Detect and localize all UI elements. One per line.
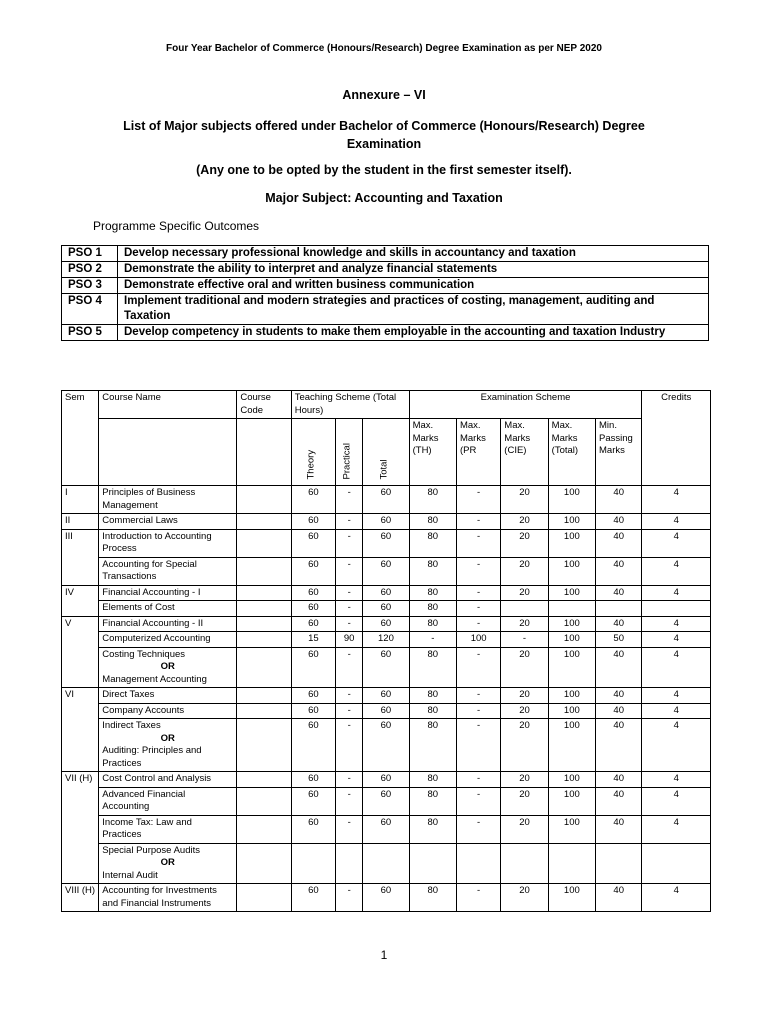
course-name-cell: [99, 557, 237, 585]
mtotal-cell: 100: [548, 557, 595, 585]
cie-cell: [501, 843, 548, 884]
course-name: Indirect Taxes: [102, 720, 161, 731]
total-cell: 60: [363, 585, 409, 601]
pso-code: PSO 3: [62, 278, 118, 294]
page-number: 1: [380, 948, 388, 962]
course-code-cell: [237, 843, 291, 884]
pso-row: [62, 325, 709, 341]
sem-cell: V: [62, 616, 99, 688]
credits-cell: 4: [642, 616, 711, 632]
header-blank: [237, 419, 291, 486]
total-cell: 60: [363, 815, 409, 843]
th-cell: 80: [409, 616, 456, 632]
course-name: Costing Techniques: [102, 648, 186, 660]
practical-cell: -: [336, 514, 363, 530]
course-name: Principles of Business Management: [102, 487, 196, 511]
practical-cell: -: [336, 557, 363, 585]
total-cell: 60: [363, 486, 409, 514]
practical-cell: -: [336, 585, 363, 601]
course-name-cell: [99, 703, 237, 719]
header-max-th: Max. Marks (TH): [409, 419, 456, 486]
th-cell: 80: [409, 514, 456, 530]
th-cell: 80: [409, 486, 456, 514]
course-code-cell: [237, 486, 291, 514]
sem-cell: VII (H): [62, 772, 99, 884]
table-row: [62, 787, 711, 815]
theory-cell: 60: [291, 647, 335, 688]
theory-cell: [291, 843, 335, 884]
sem-cell: II: [62, 514, 99, 530]
mtotal-cell: 100: [548, 787, 595, 815]
theory-cell: 60: [291, 688, 335, 704]
table-row: [62, 486, 711, 514]
course-name: Accounting for Special Transactions: [102, 558, 197, 582]
course-name-cell: [99, 884, 237, 912]
total-cell: 60: [363, 601, 409, 617]
pso-text: Develop necessary professional knowledge and skills in accountancy and taxation: [118, 246, 709, 262]
course-code-cell: [237, 601, 291, 617]
course-name-cell: [99, 616, 237, 632]
course-name: Company Accounts: [102, 704, 185, 716]
table-row: [62, 585, 711, 601]
course-name-cell: [99, 632, 237, 648]
credits-cell: [642, 843, 711, 884]
min-cell: 40: [596, 616, 642, 632]
pr-cell: -: [456, 787, 500, 815]
cie-cell: 20: [501, 585, 548, 601]
practical-cell: -: [336, 815, 363, 843]
table-row: [62, 529, 711, 557]
major-subject: Major Subject: Accounting and Taxation: [265, 191, 503, 205]
course-name: Elements of Cost: [102, 602, 175, 613]
cie-cell: 20: [501, 529, 548, 557]
pr-cell: -: [456, 647, 500, 688]
total-cell: 60: [363, 787, 409, 815]
total-cell: 60: [363, 772, 409, 788]
theory-cell: 60: [291, 884, 335, 912]
or-label: OR: [160, 732, 175, 744]
header-practical: [336, 419, 363, 486]
sem-cell: VI: [62, 688, 99, 772]
pso-heading: Programme Specific Outcomes: [93, 219, 260, 233]
theory-cell: 60: [291, 529, 335, 557]
header-course-name: Course Name: [99, 391, 237, 419]
document-title: List of Major subjects offered under Bachelor of Commerce (Honours/Research) Degree Examination: [123, 119, 645, 151]
cie-cell: 20: [501, 557, 548, 585]
th-cell: 80: [409, 688, 456, 704]
mtotal-cell: 100: [548, 514, 595, 530]
practical-cell: -: [336, 787, 363, 815]
course-name-cell: [99, 529, 237, 557]
header-exam-scheme: Examination Scheme: [409, 391, 642, 419]
mtotal-cell: 100: [548, 529, 595, 557]
pr-cell: -: [456, 719, 500, 772]
pso-code: PSO 5: [62, 325, 118, 341]
course-name: Commercial Laws: [102, 515, 178, 526]
total-cell: 60: [363, 616, 409, 632]
header-credits: Credits: [642, 391, 711, 486]
practical-cell: -: [336, 601, 363, 617]
selection-note: (Any one to be opted by the student in the first semester itself).: [196, 163, 572, 177]
course-name-cell: [99, 688, 237, 704]
mtotal-cell: 100: [548, 719, 595, 772]
course-code-cell: [237, 514, 291, 530]
mtotal-cell: 100: [548, 632, 595, 648]
course-code-cell: [237, 616, 291, 632]
mtotal-cell: [548, 843, 595, 884]
min-cell: 40: [596, 585, 642, 601]
pso-row: [62, 294, 709, 325]
min-cell: 40: [596, 772, 642, 788]
credits-cell: 4: [642, 772, 711, 788]
course-code-cell: [237, 703, 291, 719]
table-row: [62, 632, 711, 648]
min-cell: 40: [596, 557, 642, 585]
th-cell: 80: [409, 585, 456, 601]
th-cell: 80: [409, 703, 456, 719]
course-code-cell: [237, 787, 291, 815]
cie-cell: 20: [501, 486, 548, 514]
cie-cell: [501, 601, 548, 617]
course-code-cell: [237, 688, 291, 704]
table-row: [62, 843, 711, 884]
course-name-alternative: Internal Audit: [102, 869, 158, 881]
header-sem: Sem: [62, 391, 99, 486]
course-code-cell: [237, 632, 291, 648]
th-cell: [409, 843, 456, 884]
mtotal-cell: [548, 601, 595, 617]
or-label: OR: [160, 857, 175, 868]
pso-text: Demonstrate the ability to interpret and analyze financial statements: [118, 262, 709, 278]
credits-cell: [642, 601, 711, 617]
course-name-cell: [99, 772, 237, 788]
pr-cell: -: [456, 772, 500, 788]
cie-cell: 20: [501, 703, 548, 719]
sem-cell: III: [62, 529, 99, 585]
min-cell: [596, 843, 642, 884]
pr-cell: -: [456, 688, 500, 704]
total-cell: 60: [363, 703, 409, 719]
total-cell: 60: [363, 557, 409, 585]
min-cell: 40: [596, 815, 642, 843]
th-cell: 80: [409, 787, 456, 815]
course-name: Introduction to Accounting Process: [102, 530, 212, 554]
th-cell: -: [409, 632, 456, 648]
pr-cell: [456, 843, 500, 884]
cie-cell: 20: [501, 688, 548, 704]
sem-cell: VIII (H): [62, 884, 99, 912]
min-cell: 40: [596, 514, 642, 530]
table-header-row: [62, 391, 711, 419]
table-row: [62, 719, 711, 772]
th-cell: 80: [409, 557, 456, 585]
table-row: [62, 772, 711, 788]
table-subheader-row: [62, 419, 711, 486]
practical-cell: 90: [336, 632, 363, 648]
th-cell: 80: [409, 772, 456, 788]
pr-cell: -: [456, 616, 500, 632]
header-blank: [99, 419, 237, 486]
cie-cell: 20: [501, 719, 548, 772]
pso-code: PSO 1: [62, 246, 118, 262]
header-course-code: Course Code: [237, 391, 291, 419]
theory-cell: 60: [291, 772, 335, 788]
total-cell: 60: [363, 719, 409, 772]
cie-cell: -: [501, 632, 548, 648]
course-name-cell: [99, 719, 237, 772]
sem-cell: IV: [62, 585, 99, 616]
mtotal-cell: 100: [548, 772, 595, 788]
credits-cell: 4: [642, 884, 711, 912]
header-theory-label: Theory: [305, 449, 317, 479]
or-label: OR: [160, 661, 175, 672]
mtotal-cell: 100: [548, 688, 595, 704]
cie-cell: 20: [501, 772, 548, 788]
course-code-cell: [237, 647, 291, 688]
header-teaching-scheme: Teaching Scheme (Total Hours): [291, 391, 409, 419]
mtotal-cell: 100: [548, 486, 595, 514]
course-code-cell: [237, 719, 291, 772]
th-cell: 80: [409, 529, 456, 557]
min-cell: 40: [596, 529, 642, 557]
practical-cell: [336, 843, 363, 884]
pso-table: [61, 245, 709, 341]
course-name-cell: [99, 514, 237, 530]
pso-code: PSO 4: [62, 294, 118, 325]
credits-cell: 4: [642, 632, 711, 648]
credits-cell: 4: [642, 514, 711, 530]
pso-text: Implement traditional and modern strategies and practices of costing, management, auditing and Taxation: [118, 294, 709, 325]
course-name-cell: [99, 585, 237, 601]
pr-cell: -: [456, 486, 500, 514]
min-cell: 40: [596, 703, 642, 719]
table-row: [62, 884, 711, 912]
course-name-cell: [99, 787, 237, 815]
th-cell: 80: [409, 719, 456, 772]
course-name: Financial Accounting - II: [102, 617, 204, 629]
min-cell: 40: [596, 647, 642, 688]
table-row: [62, 601, 711, 617]
total-cell: [363, 843, 409, 884]
practical-cell: -: [336, 703, 363, 719]
page-header: Four Year Bachelor of Commerce (Honours/Research) Degree Examination as per NEP 2020: [166, 43, 602, 54]
practical-cell: -: [336, 719, 363, 772]
credits-cell: 4: [642, 557, 711, 585]
mtotal-cell: 100: [548, 703, 595, 719]
theory-cell: 15: [291, 632, 335, 648]
mtotal-cell: 100: [548, 815, 595, 843]
min-cell: [596, 601, 642, 617]
min-cell: 40: [596, 884, 642, 912]
table-row: [62, 514, 711, 530]
course-name-cell: [99, 843, 237, 884]
course-code-cell: [237, 585, 291, 601]
course-code-cell: [237, 772, 291, 788]
pso-text: Develop competency in students to make them employable in the accounting and taxation Industry: [118, 325, 709, 341]
credits-cell: 4: [642, 787, 711, 815]
credits-cell: 4: [642, 688, 711, 704]
course-name: Special Purpose Audits: [102, 844, 200, 856]
course-code-cell: [237, 815, 291, 843]
min-cell: 40: [596, 486, 642, 514]
course-code-cell: [237, 557, 291, 585]
theory-cell: 60: [291, 585, 335, 601]
practical-cell: -: [336, 486, 363, 514]
course-name: Advanced Financial Accounting: [102, 788, 186, 812]
course-name-alternative: Auditing: Principles and Practices: [102, 745, 202, 769]
practical-cell: -: [336, 772, 363, 788]
table-row: [62, 688, 711, 704]
header-total-label: Total: [378, 458, 390, 479]
cie-cell: 20: [501, 514, 548, 530]
mtotal-cell: 100: [548, 884, 595, 912]
header-practical-label: Practical: [341, 442, 353, 479]
pr-cell: -: [456, 514, 500, 530]
min-cell: 40: [596, 787, 642, 815]
course-code-cell: [237, 529, 291, 557]
annexure-title: Annexure – VI: [342, 88, 426, 102]
pso-row: [62, 246, 709, 262]
pso-code: PSO 2: [62, 262, 118, 278]
course-name-cell: [99, 815, 237, 843]
practical-cell: -: [336, 884, 363, 912]
th-cell: 80: [409, 601, 456, 617]
pr-cell: 100: [456, 632, 500, 648]
total-cell: 60: [363, 884, 409, 912]
header-min-pass: Min. Passing Marks: [596, 419, 642, 486]
pr-cell: -: [456, 703, 500, 719]
practical-cell: -: [336, 647, 363, 688]
theory-cell: 60: [291, 514, 335, 530]
total-cell: 60: [363, 529, 409, 557]
practical-cell: -: [336, 529, 363, 557]
total-cell: 60: [363, 688, 409, 704]
course-name: Accounting for Investments and Financial Instruments: [102, 885, 217, 909]
course-name: Computerized Accounting: [102, 633, 211, 644]
theory-cell: 60: [291, 719, 335, 772]
course-name-cell: [99, 601, 237, 617]
credits-cell: 4: [642, 703, 711, 719]
cie-cell: 20: [501, 815, 548, 843]
theory-cell: 60: [291, 703, 335, 719]
course-name-cell: [99, 647, 237, 688]
min-cell: 40: [596, 719, 642, 772]
pso-row: [62, 262, 709, 278]
table-row: [62, 703, 711, 719]
credits-cell: 4: [642, 647, 711, 688]
header-theory: [291, 419, 335, 486]
pr-cell: -: [456, 884, 500, 912]
course-name: Financial Accounting - I: [102, 586, 201, 598]
mtotal-cell: 100: [548, 616, 595, 632]
pso-row: [62, 278, 709, 294]
mtotal-cell: 100: [548, 647, 595, 688]
table-row: [62, 647, 711, 688]
pr-cell: -: [456, 815, 500, 843]
cie-cell: 20: [501, 647, 548, 688]
practical-cell: -: [336, 688, 363, 704]
theory-cell: 60: [291, 486, 335, 514]
mtotal-cell: 100: [548, 585, 595, 601]
theory-cell: 60: [291, 815, 335, 843]
course-name: Income Tax: Law and Practices: [102, 816, 192, 840]
course-name-alternative: Management Accounting: [102, 673, 207, 685]
th-cell: 80: [409, 647, 456, 688]
min-cell: 40: [596, 688, 642, 704]
cie-cell: 20: [501, 884, 548, 912]
theory-cell: 60: [291, 557, 335, 585]
header-max-total: Max. Marks (Total): [548, 419, 595, 486]
credits-cell: 4: [642, 486, 711, 514]
th-cell: 80: [409, 884, 456, 912]
practical-cell: -: [336, 616, 363, 632]
pso-text: Demonstrate effective oral and written business communication: [118, 278, 709, 294]
total-cell: 120: [363, 632, 409, 648]
theory-cell: 60: [291, 601, 335, 617]
credits-cell: 4: [642, 585, 711, 601]
theory-cell: 60: [291, 787, 335, 815]
theory-cell: 60: [291, 616, 335, 632]
total-cell: 60: [363, 647, 409, 688]
table-row: [62, 616, 711, 632]
total-cell: 60: [363, 514, 409, 530]
sem-cell: I: [62, 486, 99, 514]
header-total: [363, 419, 409, 486]
course-table: [61, 390, 711, 912]
credits-cell: 4: [642, 815, 711, 843]
cie-cell: 20: [501, 787, 548, 815]
course-code-cell: [237, 884, 291, 912]
table-row: [62, 815, 711, 843]
course-name-cell: [99, 486, 237, 514]
pr-cell: -: [456, 601, 500, 617]
pr-cell: -: [456, 557, 500, 585]
credits-cell: 4: [642, 719, 711, 772]
pr-cell: -: [456, 585, 500, 601]
credits-cell: 4: [642, 529, 711, 557]
course-name: Direct Taxes: [102, 689, 155, 700]
header-max-cie: Max. Marks (CIE): [501, 419, 548, 486]
th-cell: 80: [409, 815, 456, 843]
cie-cell: 20: [501, 616, 548, 632]
table-row: [62, 557, 711, 585]
course-name: Cost Control and Analysis: [102, 773, 212, 784]
header-max-pr: Max. Marks (PR: [456, 419, 500, 486]
min-cell: 50: [596, 632, 642, 648]
pr-cell: -: [456, 529, 500, 557]
